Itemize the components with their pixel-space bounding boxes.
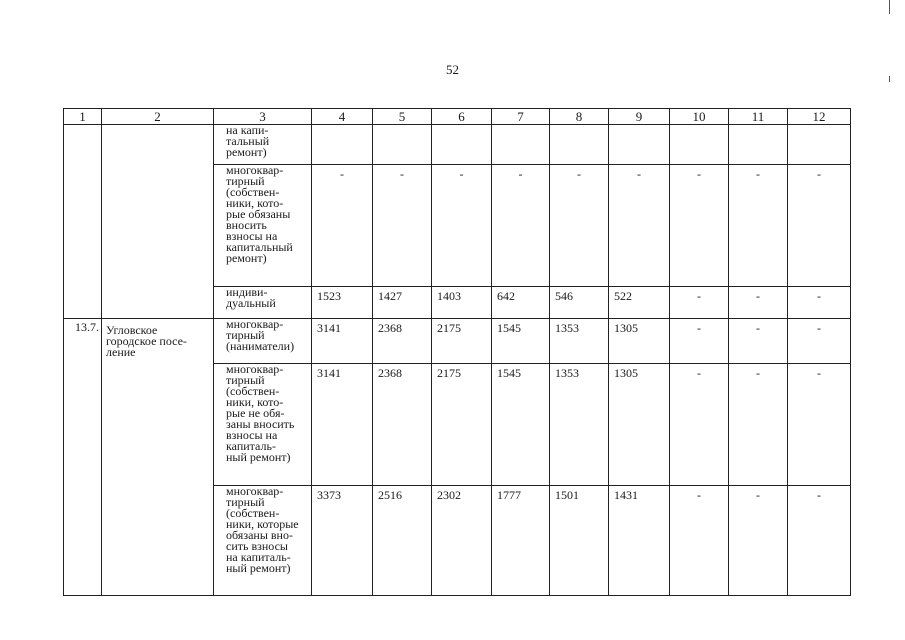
housing-type-cell: многоквар- тирный (наниматели) — [214, 319, 312, 364]
column-number: 7 — [492, 109, 550, 125]
value-cell — [492, 125, 550, 165]
value-cell — [432, 125, 492, 165]
value-cell: - — [729, 364, 788, 486]
column-number: 4 — [312, 109, 373, 125]
column-number: 12 — [788, 109, 851, 125]
value-cell: - — [788, 486, 851, 596]
column-number: 2 — [102, 109, 214, 125]
value-cell: - — [670, 319, 729, 364]
column-number-row — [64, 109, 851, 125]
housing-type-cell: многоквар- тирный (собствен- ники, кото- рые не обя- заны вносить взносы на капиталь- ный ремонт) — [214, 364, 312, 486]
value-cell: - — [670, 364, 729, 486]
value-cell: 2175 — [432, 364, 492, 486]
page-edge-mark-top — [889, 0, 890, 14]
table-row — [64, 125, 851, 165]
value-cell: - — [670, 165, 729, 287]
value-cell: 1523 — [312, 287, 373, 319]
value-cell — [729, 125, 788, 165]
value-cell: - — [670, 486, 729, 596]
value-cell: 1501 — [550, 486, 609, 596]
value-cell: - — [670, 287, 729, 319]
value-cell: - — [550, 165, 609, 287]
tariff-table — [63, 108, 851, 596]
housing-type-cell: индиви- дуальный — [214, 287, 312, 319]
page-edge-mark-middle — [889, 76, 890, 82]
value-cell: 1777 — [492, 486, 550, 596]
column-number: 5 — [373, 109, 432, 125]
row-number-cell — [64, 125, 102, 319]
value-cell: 2175 — [432, 319, 492, 364]
page-number: 52 — [446, 62, 459, 77]
value-cell: - — [729, 486, 788, 596]
housing-type-cell: многоквар- тирный (собствен- ники, кото- рые обязаны вносить взносы на капитальный ремонт) — [214, 165, 312, 287]
value-cell: 546 — [550, 287, 609, 319]
column-number: 10 — [670, 109, 729, 125]
value-cell: 3373 — [312, 486, 373, 596]
value-cell: 1431 — [609, 486, 670, 596]
value-cell: 522 — [609, 287, 670, 319]
value-cell: 2302 — [432, 486, 492, 596]
value-cell: 1305 — [609, 319, 670, 364]
value-cell: 1427 — [373, 287, 432, 319]
value-cell: 1403 — [432, 287, 492, 319]
value-cell: - — [312, 165, 373, 287]
value-cell: - — [432, 165, 492, 287]
row-number-cell: 13.7. — [64, 319, 102, 596]
value-cell — [670, 125, 729, 165]
value-cell: 1353 — [550, 319, 609, 364]
value-cell: - — [788, 319, 851, 364]
settlement-name-cell — [102, 125, 214, 319]
value-cell: 2368 — [373, 319, 432, 364]
value-cell: - — [609, 165, 670, 287]
value-cell — [788, 125, 851, 165]
value-cell: - — [729, 287, 788, 319]
table-row — [64, 319, 851, 364]
value-cell: 3141 — [312, 364, 373, 486]
column-number: 9 — [609, 109, 670, 125]
value-cell: - — [729, 319, 788, 364]
column-number: 3 — [214, 109, 312, 125]
settlement-name-cell: Угловское городское посе- ление — [102, 319, 214, 596]
column-number: 8 — [550, 109, 609, 125]
housing-type-cell: на капи- тальный ремонт) — [214, 125, 312, 165]
value-cell — [312, 125, 373, 165]
value-cell: - — [729, 165, 788, 287]
value-cell: 642 — [492, 287, 550, 319]
value-cell: - — [788, 287, 851, 319]
value-cell — [550, 125, 609, 165]
value-cell: 3141 — [312, 319, 373, 364]
value-cell: - — [788, 364, 851, 486]
value-cell: 2516 — [373, 486, 432, 596]
value-cell: - — [788, 165, 851, 287]
value-cell — [609, 125, 670, 165]
value-cell: - — [373, 165, 432, 287]
value-cell: 1545 — [492, 319, 550, 364]
column-number: 11 — [729, 109, 788, 125]
housing-type-cell: многоквар- тирный (собствен- ники, которые обязаны вно- сить взносы на капиталь- ный ремонт) — [214, 486, 312, 596]
value-cell: 2368 — [373, 364, 432, 486]
value-cell: 1305 — [609, 364, 670, 486]
column-number: 6 — [432, 109, 492, 125]
value-cell: 1545 — [492, 364, 550, 486]
value-cell — [373, 125, 432, 165]
value-cell: - — [492, 165, 550, 287]
value-cell: 1353 — [550, 364, 609, 486]
column-number: 1 — [64, 109, 102, 125]
